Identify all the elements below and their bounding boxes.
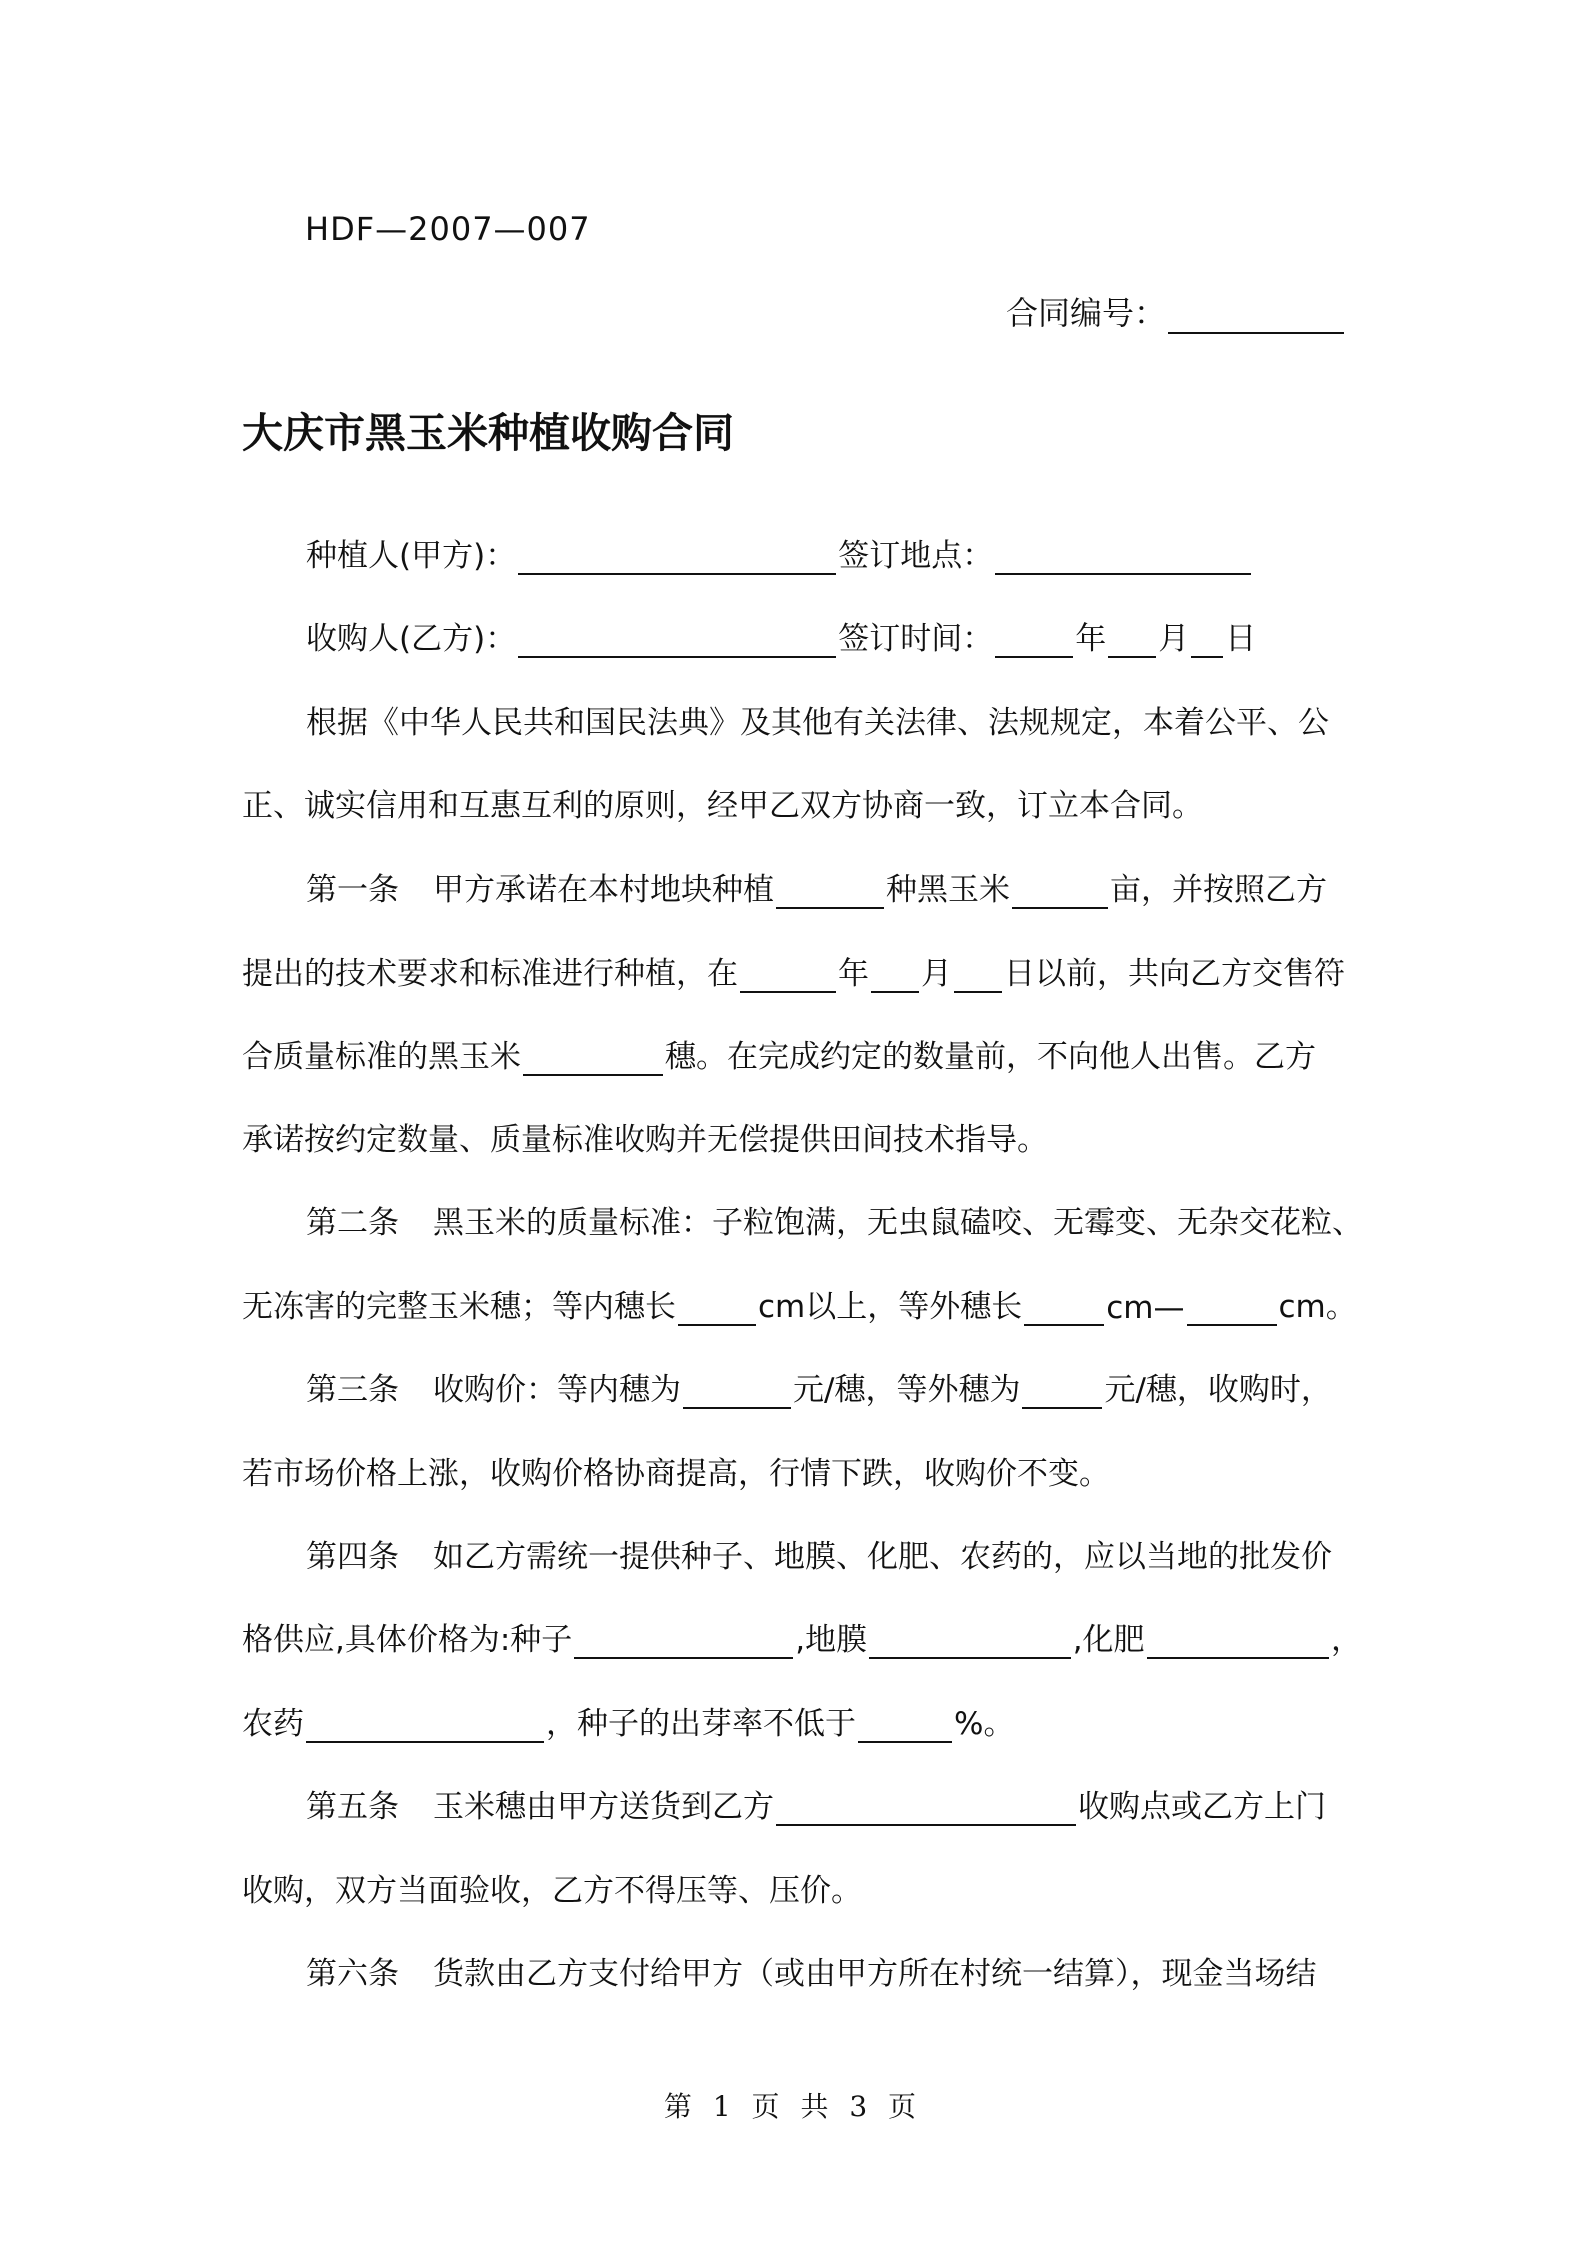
- party-a-line: [242, 530, 1426, 575]
- article-1-line-1: [242, 864, 1426, 909]
- party-a-label: 种植人(甲方)：: [306, 538, 517, 574]
- sign-time-label: 签订时间：: [838, 621, 994, 657]
- article-1-text: 穗。在完成约定的数量前，不向他人出售。乙方: [665, 1039, 1316, 1075]
- article-4-text: ，种子的出芽率不低于: [546, 1706, 856, 1742]
- sign-year-blank: [995, 618, 1073, 658]
- article-5-line-2: 收购，双方当面验收，乙方不得压等、压价。: [242, 1873, 862, 1909]
- article-3-text: 元/穗，收购时，: [1104, 1372, 1332, 1408]
- article-3-heading: 第三条: [306, 1372, 399, 1408]
- article-4-text: ,化肥: [1072, 1622, 1145, 1658]
- sign-month-blank: [1108, 618, 1156, 658]
- document-code: HDF—2007—007: [305, 210, 591, 248]
- page-footer: 第 1 页 共 3 页: [663, 2090, 923, 2123]
- offgrade-max-blank: [1187, 1286, 1277, 1326]
- sign-place-blank: [995, 535, 1251, 575]
- delivery-month-blank: [871, 953, 919, 993]
- ear-count-blank: [523, 1036, 663, 1076]
- article-4-text: 格供应,具体价格为:种子: [242, 1622, 573, 1658]
- article-2-line-2: [242, 1281, 1362, 1326]
- preamble-line-1: 根据《中华人民共和国民法典》及其他有关法律、法规规定，本着公平、公: [306, 705, 1329, 741]
- delivery-day-blank: [954, 953, 1002, 993]
- article-2-text: cm以上，等外穗长: [758, 1289, 1023, 1325]
- year-label: 年: [838, 956, 869, 992]
- article-6-line-1: [242, 1948, 1426, 1993]
- article-4-text: ，: [1330, 1622, 1362, 1658]
- article-6-text: 货款由乙方支付给甲方（或由甲方所在村统一结算），现金当场结: [433, 1956, 1317, 1992]
- contract-number: [1006, 288, 1346, 334]
- collection-point-blank: [776, 1786, 1076, 1826]
- article-4-text: ,地膜: [795, 1622, 868, 1658]
- contract-number-blank: [1168, 294, 1344, 334]
- delivery-year-blank: [740, 953, 836, 993]
- day-label: 日: [1225, 621, 1257, 657]
- film-price-blank: [869, 1619, 1071, 1659]
- article-3-line-1: [242, 1364, 1426, 1409]
- contract-number-label: 合同编号：: [1005, 294, 1166, 332]
- seed-price-blank: [574, 1619, 793, 1659]
- offgrade-min-blank: [1024, 1286, 1104, 1326]
- article-1-line-2: [242, 948, 1362, 993]
- article-3-text: 收购价：等内穗为: [433, 1372, 681, 1408]
- party-a-blank: [518, 535, 836, 575]
- fertilizer-price-blank: [1147, 1619, 1329, 1659]
- party-b-label: 收购人(乙方)：: [306, 621, 517, 657]
- article-3-text: 元/穗，等外穗为: [793, 1372, 1021, 1408]
- party-b-blank: [518, 618, 836, 658]
- article-5-heading: 第五条: [306, 1789, 399, 1825]
- pesticide-price-blank: [306, 1703, 544, 1743]
- article-4-line-1: [242, 1531, 1426, 1576]
- article-4-text: 如乙方需统一提供种子、地膜、化肥、农药的，应以当地的批发价: [433, 1539, 1332, 1575]
- article-4-text: %。: [954, 1706, 1015, 1742]
- article-4-line-3: [242, 1698, 1362, 1743]
- preamble-line-2: 正、诚实信用和互惠互利的原则，经甲乙双方协商一致，订立本合同。: [242, 788, 1203, 824]
- article-1-line-4: 承诺按约定数量、质量标准收购并无偿提供田间技术指导。: [242, 1122, 1048, 1158]
- article-6-heading: 第六条: [306, 1956, 399, 1992]
- article-1-text: 亩，并按照乙方: [1110, 872, 1327, 908]
- year-label: 年: [1075, 621, 1107, 657]
- article-4-line-2: [242, 1614, 1362, 1659]
- article-2-text: cm—: [1106, 1290, 1185, 1326]
- article-2-text: cm。: [1278, 1289, 1357, 1325]
- sign-place-label: 签订地点：: [838, 538, 994, 574]
- article-5-text: 玉米穗由甲方送货到乙方: [433, 1789, 774, 1825]
- article-1-line-3: [242, 1031, 1362, 1076]
- grade-length-blank: [678, 1286, 756, 1326]
- month-label: 月: [1158, 621, 1190, 657]
- article-5-line-1: [242, 1781, 1426, 1826]
- article-4-text: 农药: [242, 1706, 304, 1742]
- article-4-heading: 第四条: [306, 1539, 399, 1575]
- offgrade-price-blank: [1022, 1369, 1102, 1409]
- article-2-text: 无冻害的完整玉米穗；等内穗长: [242, 1289, 676, 1325]
- article-1-heading: 第一条: [306, 872, 399, 908]
- article-1-text: 种黑玉米: [886, 872, 1010, 908]
- party-b-line: [242, 613, 1426, 658]
- article-1-text: 日以前，共向乙方交售符: [1004, 956, 1345, 992]
- article-2-line-1: [242, 1197, 1426, 1242]
- sign-day-blank: [1191, 618, 1223, 658]
- article-5-text: 收购点或乙方上门: [1078, 1789, 1326, 1825]
- article-1-text: 提出的技术要求和标准进行种植，在: [242, 956, 738, 992]
- article-2-text: 黑玉米的质量标准：子粒饱满，无虫鼠磕咬、无霉变、无杂交花粒、: [433, 1205, 1363, 1241]
- acreage-blank: [1012, 869, 1108, 909]
- grade-price-blank: [683, 1369, 791, 1409]
- germination-rate-blank: [858, 1703, 952, 1743]
- document-title: 大庆市黑玉米种植收购合同: [242, 409, 734, 457]
- article-1-text: 甲方承诺在本村地块种植: [433, 872, 774, 908]
- article-2-heading: 第二条: [306, 1205, 399, 1241]
- month-label: 月: [921, 956, 952, 992]
- article-3-line-2: 若市场价格上涨，收购价格协商提高，行情下跌，收购价不变。: [242, 1456, 1110, 1492]
- article-1-text: 合质量标准的黑玉米: [242, 1039, 521, 1075]
- variety-blank: [776, 869, 884, 909]
